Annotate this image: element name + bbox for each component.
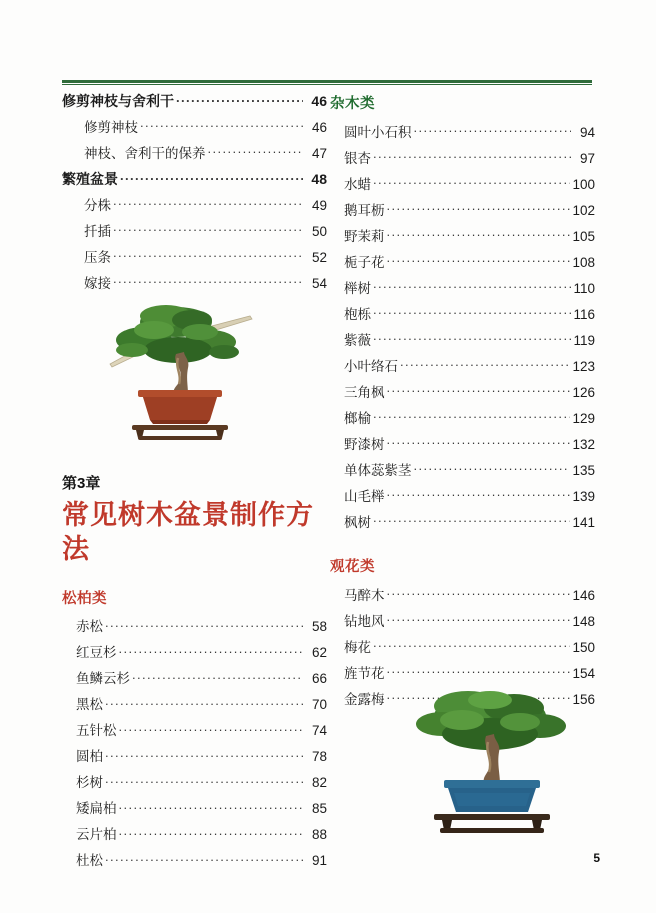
toc-leader-dots	[387, 586, 571, 600]
toc-entry[interactable]	[330, 227, 595, 243]
toc-leader-dots	[119, 800, 304, 814]
toc-entry-title: 杜松	[76, 853, 103, 868]
toc-entry[interactable]	[330, 305, 595, 321]
toc-entry[interactable]	[330, 331, 595, 347]
toc-entry-title: 杉树	[76, 775, 103, 790]
section-heading-broadleaf: 杂木类	[330, 96, 375, 112]
toc-entry-title: 圆柏	[76, 749, 103, 764]
toc-entry-title: 钻地风	[344, 613, 385, 629]
toc-leader-dots	[132, 670, 303, 684]
section-heading-conifers: 松柏类	[62, 590, 107, 607]
toc-entry-page: 46	[311, 93, 327, 109]
toc-entry[interactable]	[330, 279, 595, 295]
toc-entry-page: 47	[311, 145, 327, 161]
toc-entry-page: 123	[572, 358, 595, 374]
toc-entry[interactable]	[330, 586, 595, 602]
toc-leader-dots	[373, 331, 571, 345]
toc-entry-title: 圆叶小石积	[344, 124, 412, 140]
toc-entry[interactable]	[62, 196, 327, 212]
toc-entry-title: 扦插	[84, 223, 111, 239]
toc-entry-title: 压条	[84, 249, 111, 265]
toc-entry-title: 单体蕊紫茎	[344, 462, 412, 478]
toc-leader-dots	[208, 144, 304, 158]
toc-entry[interactable]	[62, 774, 327, 790]
toc-entry-title: 紫薇	[344, 332, 371, 348]
toc-entry[interactable]	[62, 274, 327, 290]
toc-leader-dots	[105, 748, 303, 762]
toc-entry-title: 修剪神枝与舍利干	[62, 93, 174, 109]
toc-entry-title: 枹栎	[344, 306, 371, 322]
toc-entry[interactable]	[62, 852, 327, 868]
toc-entry-page: 97	[579, 150, 595, 166]
toc-entry-title: 红豆杉	[76, 645, 117, 660]
toc-entry-title: 枫树	[344, 514, 371, 530]
toc-entry-page: 91	[311, 853, 327, 868]
bonsai-juniper-image	[92, 292, 267, 442]
toc-leader-dots	[176, 92, 303, 106]
toc-entry-page: 141	[572, 514, 595, 530]
toc-entry-title: 分株	[84, 197, 111, 213]
toc-entry-page: 50	[311, 223, 327, 239]
toc-entry[interactable]	[330, 435, 595, 451]
toc-leader-dots	[387, 435, 571, 449]
toc-entry[interactable]	[330, 357, 595, 373]
toc-entry-title: 水蜡	[344, 176, 371, 192]
toc-entry-page: 54	[311, 275, 327, 291]
top-rule-thick	[62, 80, 592, 83]
toc-entry-page: 154	[572, 665, 595, 681]
toc-entry[interactable]	[62, 748, 327, 764]
toc-leader-dots	[387, 201, 571, 215]
toc-entry[interactable]	[330, 175, 595, 191]
chapter-title: 常见树木盆景制作方法	[62, 500, 314, 564]
toc-entry[interactable]	[62, 696, 327, 712]
toc-entry-page: 126	[572, 384, 595, 400]
toc-entry-page: 119	[573, 332, 595, 348]
toc-leader-dots	[119, 644, 304, 658]
toc-entry-page: 52	[311, 249, 327, 265]
toc-entry[interactable]	[330, 487, 595, 503]
toc-entry[interactable]	[330, 612, 595, 628]
toc-entry-page: 146	[572, 587, 595, 603]
toc-entry-title: 马醉木	[344, 587, 385, 603]
toc-entry-title: 三角枫	[344, 384, 385, 400]
toc-group-conifers	[62, 618, 327, 868]
toc-leader-dots	[373, 175, 570, 189]
toc-entry[interactable]	[62, 800, 327, 816]
toc-leader-dots	[113, 274, 303, 288]
toc-entry[interactable]	[62, 826, 327, 842]
toc-entry[interactable]	[62, 722, 327, 738]
toc-entry-page: 94	[579, 124, 595, 140]
toc-leader-dots	[113, 248, 303, 262]
toc-entry-title: 繁殖盆景	[62, 171, 118, 187]
toc-entry[interactable]	[330, 513, 595, 529]
toc-entry[interactable]	[330, 409, 595, 425]
toc-entry[interactable]	[62, 670, 327, 686]
toc-entry-page: 66	[311, 671, 327, 686]
chapter-label: 第3章	[62, 475, 101, 492]
toc-entry-title: 修剪神枝	[84, 119, 138, 135]
toc-entry[interactable]	[330, 461, 595, 477]
toc-entry-page: 49	[311, 197, 327, 213]
toc-entry[interactable]	[62, 644, 327, 660]
toc-leader-dots	[414, 461, 571, 475]
toc-leader-dots	[400, 357, 570, 371]
toc-leader-dots	[387, 383, 571, 397]
bonsai-pine-image	[398, 672, 583, 837]
toc-leader-dots	[373, 149, 571, 163]
toc-entry-page: 156	[572, 691, 595, 707]
toc-entry-title: 旌节花	[344, 665, 385, 681]
toc-entry-page: 78	[311, 749, 327, 764]
toc-entry-page: 58	[311, 619, 327, 634]
toc-entry-title: 梅花	[344, 639, 371, 655]
toc-leader-dots	[120, 170, 303, 184]
toc-entry-title: 嫁接	[84, 275, 111, 291]
toc-entry[interactable]	[62, 248, 327, 264]
toc-entry-page: 62	[311, 645, 327, 660]
toc-entry-page: 135	[572, 462, 595, 478]
toc-entry-title: 鹅耳枥	[344, 202, 385, 218]
toc-entry-page: 46	[311, 119, 327, 135]
toc-leader-dots	[373, 638, 570, 652]
toc-entry[interactable]	[330, 253, 595, 269]
toc-entry-title: 小叶络石	[344, 358, 398, 374]
toc-entry[interactable]	[330, 201, 595, 217]
toc-entry-page: 148	[572, 613, 595, 629]
toc-leader-dots	[387, 253, 571, 267]
toc-leader-dots	[119, 722, 304, 736]
toc-entry-title: 榉树	[344, 280, 371, 296]
toc-leader-dots	[113, 196, 303, 210]
toc-entry-page: 129	[572, 410, 595, 426]
toc-entry-title: 榔榆	[344, 410, 371, 426]
toc-entry-title: 栀子花	[344, 254, 385, 270]
toc-entry-title: 赤松	[76, 619, 103, 634]
toc-leader-dots	[387, 227, 571, 241]
toc-entry-title: 神枝、舍利干的保养	[84, 145, 206, 161]
toc-entry[interactable]	[330, 383, 595, 399]
toc-group-broadleaf	[330, 123, 595, 529]
toc-entry-title: 金露梅	[344, 691, 385, 707]
section-heading-flowering: 观花类	[330, 559, 375, 575]
toc-leader-dots	[373, 513, 570, 527]
toc-leader-dots	[387, 612, 571, 626]
toc-leader-dots	[373, 305, 571, 319]
toc-entry-title: 矮扁柏	[76, 801, 117, 816]
toc-entry-page: 74	[311, 723, 327, 738]
toc-entry-page: 139	[572, 488, 595, 504]
top-rule-thin	[62, 84, 592, 85]
toc-entry-title: 山毛榉	[344, 488, 385, 504]
toc-entry-page: 105	[572, 228, 595, 244]
toc-entry[interactable]	[330, 638, 595, 654]
toc-leader-dots	[113, 222, 303, 236]
page-number: 5	[593, 851, 600, 865]
toc-entry[interactable]	[330, 123, 595, 139]
toc-entry[interactable]	[330, 149, 595, 165]
right-column	[330, 92, 595, 716]
toc-leader-dots	[414, 123, 572, 137]
toc-entry-page: 108	[572, 254, 595, 270]
toc-entry[interactable]	[62, 170, 327, 186]
toc-entry-page: 150	[572, 639, 595, 655]
toc-entry[interactable]	[62, 618, 327, 634]
toc-leader-dots	[105, 618, 303, 632]
toc-leader-dots	[373, 279, 571, 293]
toc-leader-dots	[387, 487, 571, 501]
toc-entry-title: 五针松	[76, 723, 117, 738]
toc-entry-page: 110	[573, 280, 595, 296]
toc-entry[interactable]	[62, 144, 327, 160]
toc-leader-dots	[105, 852, 303, 866]
toc-leader-dots	[140, 118, 303, 132]
toc-entry-page: 102	[572, 202, 595, 218]
toc-entry-title: 银杏	[344, 150, 371, 166]
toc-entry-page: 88	[311, 827, 327, 842]
toc-entry-title: 鱼鳞云杉	[76, 671, 130, 686]
toc-entry-page: 82	[311, 775, 327, 790]
toc-entry-title: 云片柏	[76, 827, 117, 842]
toc-entry[interactable]	[62, 222, 327, 238]
left-column	[62, 92, 327, 878]
toc-entry[interactable]	[62, 92, 327, 108]
toc-entry-title: 野茉莉	[344, 228, 385, 244]
toc-entry-page: 132	[572, 436, 595, 452]
toc-entry-page: 116	[573, 306, 595, 322]
toc-entry-title: 野漆树	[344, 436, 385, 452]
toc-entry-page: 100	[572, 176, 595, 192]
toc-entry-title: 黑松	[76, 697, 103, 712]
toc-entry-page: 85	[311, 801, 327, 816]
toc-entry-page: 70	[311, 697, 327, 712]
toc-leader-dots	[105, 696, 303, 710]
toc-leader-dots	[105, 774, 303, 788]
toc-leader-dots	[373, 409, 570, 423]
toc-entry-page: 48	[311, 171, 327, 187]
toc-entry[interactable]	[62, 118, 327, 134]
toc-group-top	[62, 92, 327, 290]
toc-leader-dots	[119, 826, 304, 840]
